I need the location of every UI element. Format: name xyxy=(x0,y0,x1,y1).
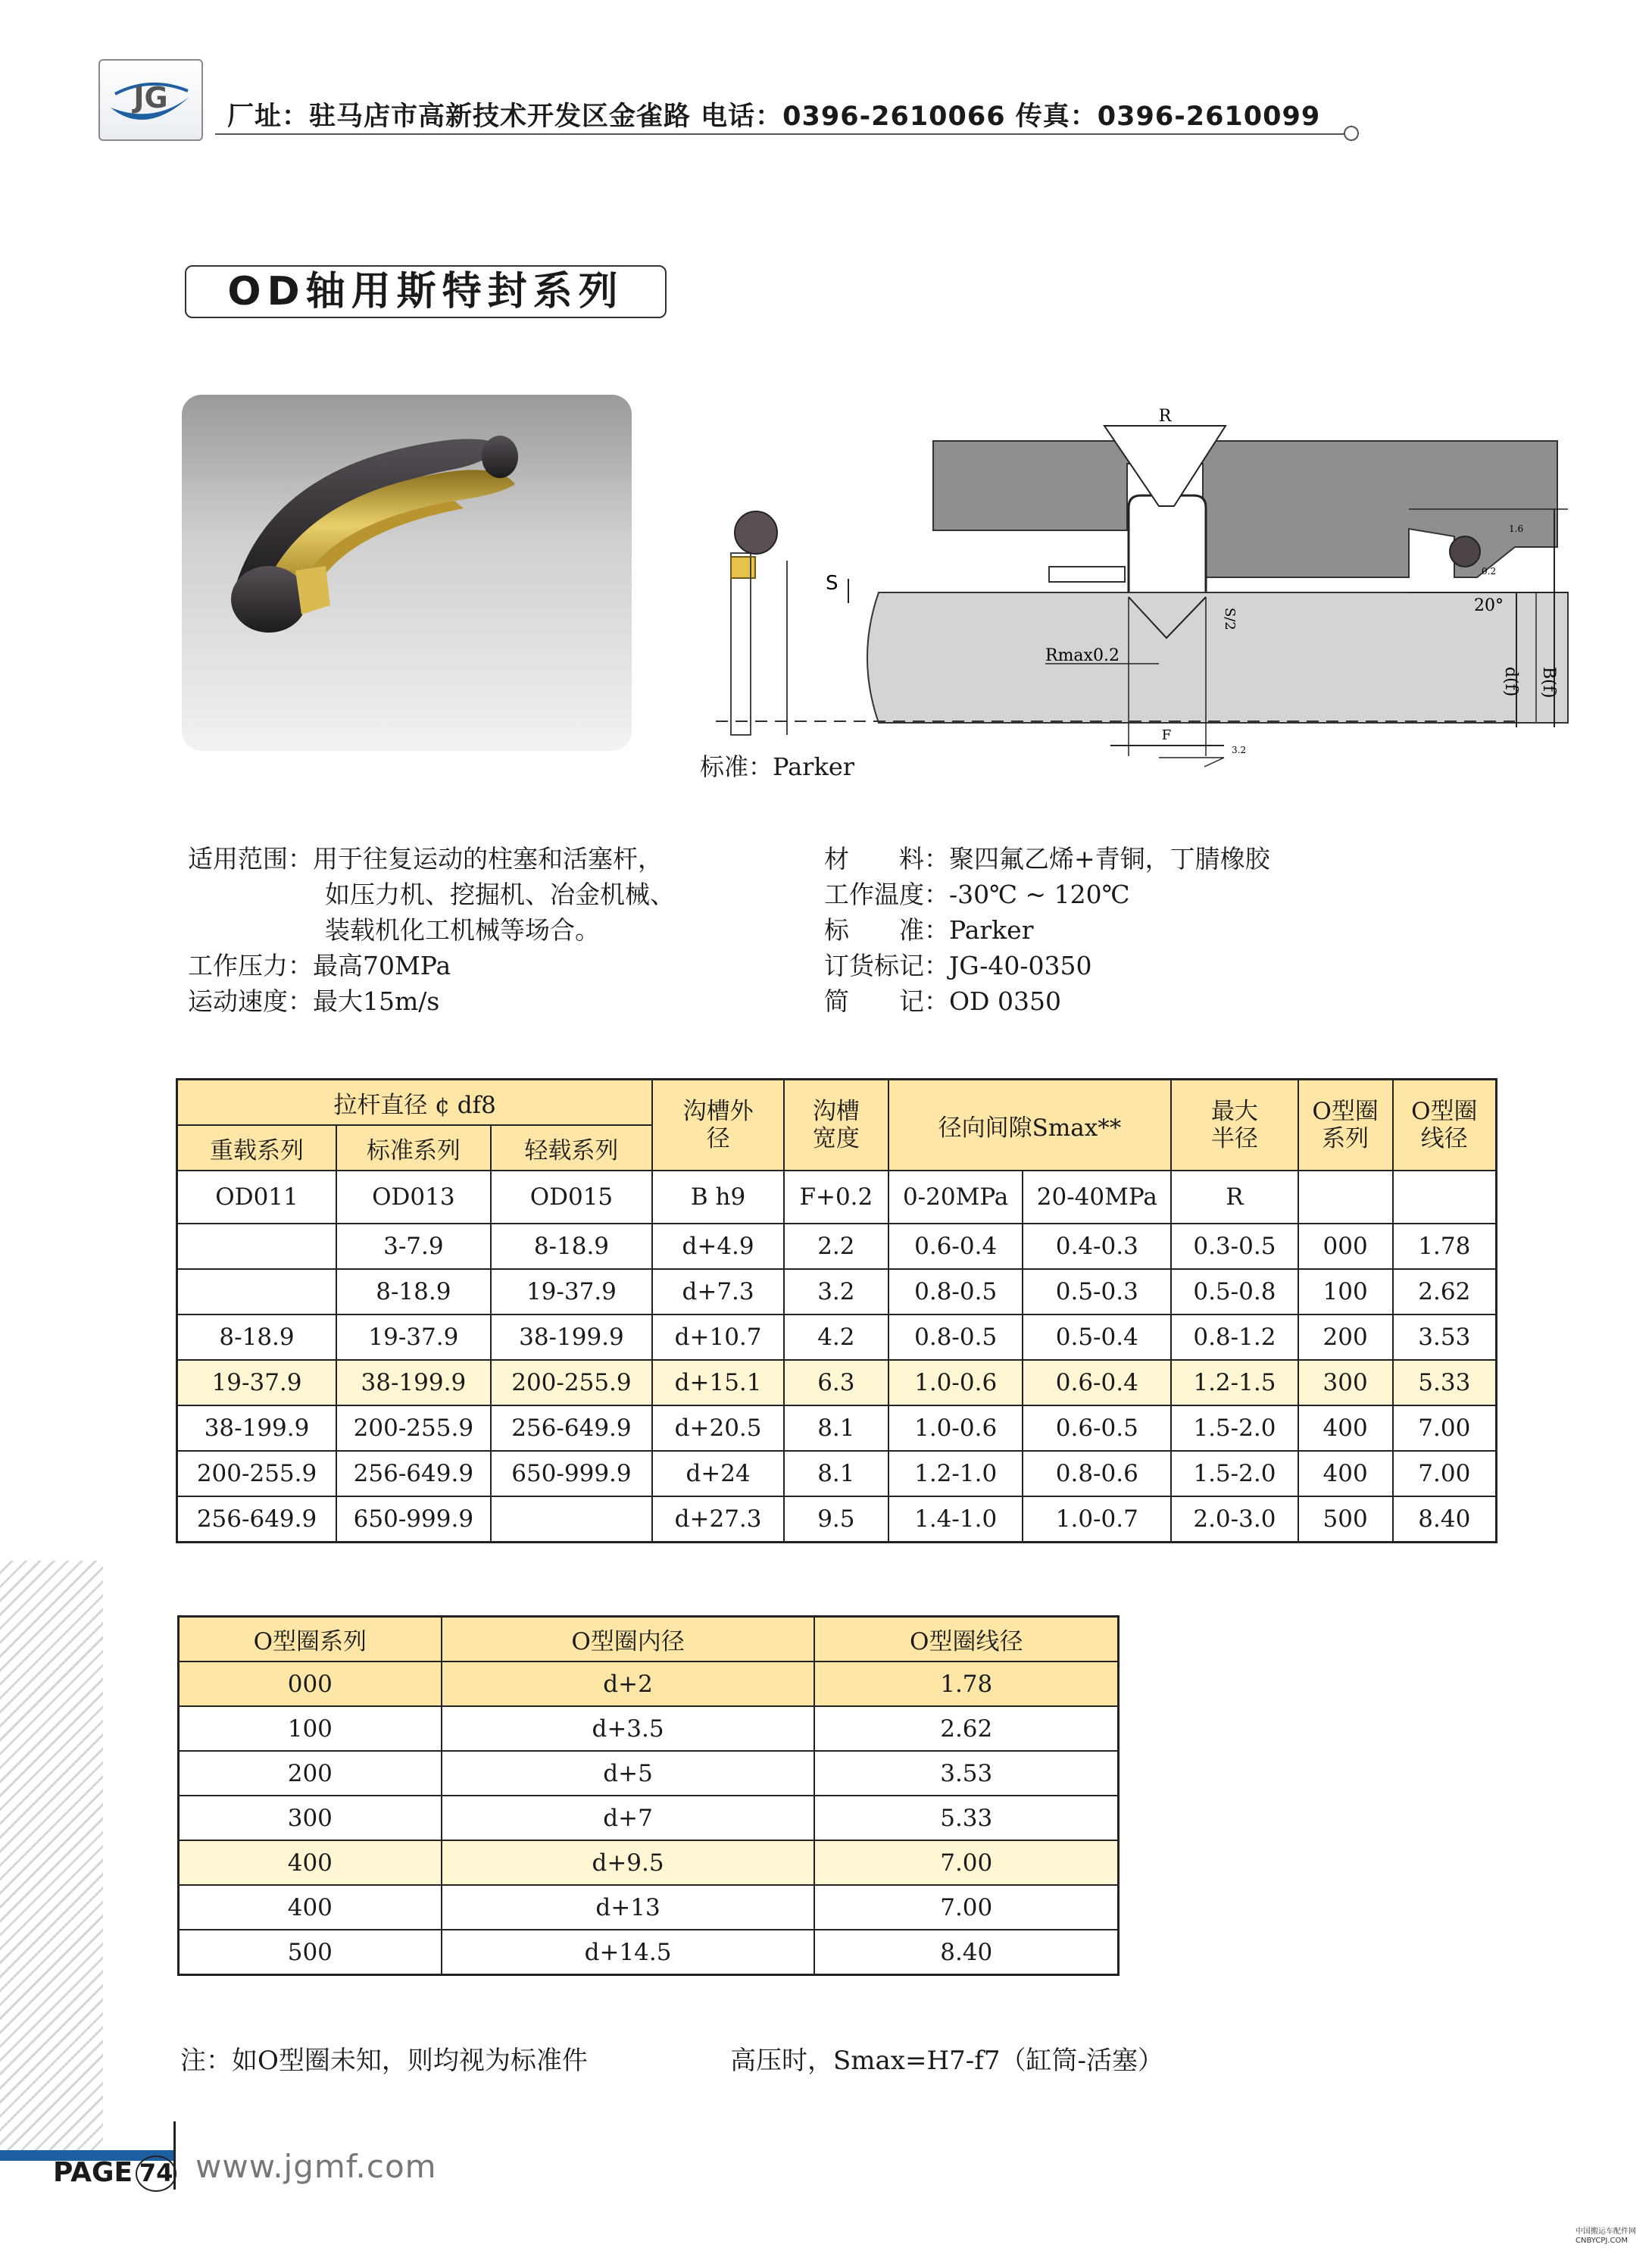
th-oring-series-2: O型圈系列 xyxy=(179,1617,442,1662)
table-cell: 200 xyxy=(179,1751,442,1796)
seal-profile-left xyxy=(731,553,751,735)
table-cell: OD015 xyxy=(491,1171,653,1224)
decorative-stripes xyxy=(0,1561,103,2152)
table-cell: d+27.3 xyxy=(652,1496,784,1543)
note-high-pressure: 高压时，Smax=H7-f7（缸筒-活塞） xyxy=(730,2046,1163,2076)
table-cell: 8.40 xyxy=(1393,1496,1497,1543)
th-oring-cs: O型圈线径 xyxy=(1393,1080,1497,1171)
table-cell: d+13 xyxy=(442,1885,815,1930)
table-cell: 0.5-0.8 xyxy=(1171,1269,1298,1314)
spec-speed: 最大15m/s xyxy=(313,986,440,1016)
table-cell xyxy=(1393,1171,1497,1224)
table-cell: 38-199.9 xyxy=(177,1405,337,1451)
table-row xyxy=(177,1360,1497,1405)
table-cell: 1.2-1.5 xyxy=(1171,1360,1298,1405)
table-cell: 8.1 xyxy=(784,1451,888,1496)
spec-right xyxy=(824,841,1270,1019)
table-cell: 1.2-1.0 xyxy=(888,1451,1023,1496)
table-cell: 6.3 xyxy=(784,1360,888,1405)
table-cell: 1.5-2.0 xyxy=(1171,1451,1298,1496)
table-cell: 3.2 xyxy=(784,1269,888,1314)
label-r: R xyxy=(1158,407,1172,426)
table-row xyxy=(179,1796,1119,1840)
label-rough2: 0.2 xyxy=(1482,566,1497,577)
table-cell: 3-7.9 xyxy=(336,1224,491,1269)
table-cell: 0.4-0.3 xyxy=(1023,1224,1171,1269)
table-row xyxy=(177,1224,1497,1269)
spec-material: 聚四氟乙烯+青铜，丁腈橡胶 xyxy=(949,844,1270,874)
table-cell: 200-255.9 xyxy=(177,1451,337,1496)
table-cell xyxy=(1298,1171,1393,1224)
spec-scope-line3: 装载机化工机械等场合。 xyxy=(325,915,600,945)
table-cell: 5.33 xyxy=(1393,1360,1497,1405)
seal-profile-bronze xyxy=(731,557,755,578)
table-cell: d+20.5 xyxy=(652,1405,784,1451)
table-row xyxy=(177,1269,1497,1314)
spec-pressure-label: 工作压力： xyxy=(188,951,313,980)
watermark-line1: 中国搬运车配件网 xyxy=(1575,2227,1636,2236)
table-cell: 0.5-0.4 xyxy=(1023,1314,1171,1360)
spec-pressure: 最高70MPa xyxy=(313,951,451,980)
table-cell: 256-649.9 xyxy=(177,1496,337,1543)
table-row xyxy=(179,1885,1119,1930)
table-cell: 19-37.9 xyxy=(491,1269,653,1314)
table-cell: 0.5-0.3 xyxy=(1023,1269,1171,1314)
spec-scope-line2: 如压力机、挖掘机、冶金机械、 xyxy=(325,880,675,909)
table-cell: 200-255.9 xyxy=(491,1360,653,1405)
table-cell: 000 xyxy=(179,1661,442,1706)
table-cell xyxy=(491,1496,653,1543)
spec-temp-label: 工作温度： xyxy=(824,880,949,909)
company-logo xyxy=(98,59,203,141)
table-cell: 1.0-0.6 xyxy=(888,1405,1023,1451)
th-groove-width: 沟槽宽度 xyxy=(784,1080,888,1171)
th-oring-id: O型圈内径 xyxy=(442,1617,815,1662)
table-cell xyxy=(177,1269,337,1314)
table-cell: 8-18.9 xyxy=(336,1269,491,1314)
table-cell: 500 xyxy=(1298,1496,1393,1543)
spec-left xyxy=(188,841,675,1019)
label-rough3: 3.2 xyxy=(1232,745,1247,755)
table-cell: 200-255.9 xyxy=(336,1405,491,1451)
table-cell: 3.53 xyxy=(814,1751,1118,1796)
page-prefix: PAGE xyxy=(53,2157,133,2188)
table-cell: 256-649.9 xyxy=(336,1451,491,1496)
spec-scope-label: 适用范围： xyxy=(188,844,313,874)
table-cell: OD011 xyxy=(177,1171,337,1224)
table-cell: 2.2 xyxy=(784,1224,888,1269)
logo-emblem-icon xyxy=(100,61,201,139)
table-cell: 8.1 xyxy=(784,1405,888,1451)
table-subheader-row xyxy=(177,1171,1497,1224)
table-cell: 7.00 xyxy=(814,1840,1118,1885)
standard-caption: 标准：Parker xyxy=(700,752,855,781)
table-cell: 1.5-2.0 xyxy=(1171,1405,1298,1451)
table-cell: 0.6-0.4 xyxy=(1023,1360,1171,1405)
table-cell: 2.0-3.0 xyxy=(1171,1496,1298,1543)
website-link[interactable]: www.jgmf.com xyxy=(195,2148,437,2185)
label-f: F xyxy=(1161,727,1172,743)
spec-scope-line1: 用于往复运动的柱塞和活塞杆， xyxy=(313,844,663,874)
table-cell: 400 xyxy=(1298,1451,1393,1496)
cross-section-diagram xyxy=(704,394,1583,773)
product-photo xyxy=(182,395,632,751)
table-cell: 19-37.9 xyxy=(336,1314,491,1360)
table-cell: 8-18.9 xyxy=(491,1224,653,1269)
table-cell: 7.00 xyxy=(1393,1405,1497,1451)
table-cell: d+2 xyxy=(442,1661,815,1706)
table-cell: 650-999.9 xyxy=(491,1451,653,1496)
page-title: OD轴用斯特封系列 xyxy=(185,265,667,318)
table-cell: 1.0-0.6 xyxy=(888,1360,1023,1405)
header-ring-icon xyxy=(1344,126,1359,141)
seal-profile-oring xyxy=(735,511,777,554)
table-cell: 0.8-0.5 xyxy=(888,1314,1023,1360)
table-cell: 100 xyxy=(179,1706,442,1751)
table-cell: 400 xyxy=(179,1885,442,1930)
table-cell: 300 xyxy=(179,1796,442,1840)
table-cell: d+14.5 xyxy=(442,1930,815,1975)
page-number: 74 xyxy=(136,2155,176,2192)
spec-standard: Parker xyxy=(949,915,1034,945)
table-cell: 3.53 xyxy=(1393,1314,1497,1360)
th-standard: 标准系列 xyxy=(336,1125,491,1171)
table-cell: 8-18.9 xyxy=(177,1314,337,1360)
th-rod-diameter: 拉杆直径 ¢ df8 xyxy=(177,1080,653,1126)
table-cell: 0-20MPa xyxy=(888,1171,1023,1224)
table-cell: 0.8-1.2 xyxy=(1171,1314,1298,1360)
th-oring-series: O型圈系列 xyxy=(1298,1080,1393,1171)
table-cell: OD013 xyxy=(336,1171,491,1224)
table-cell: 0.8-0.6 xyxy=(1023,1451,1171,1496)
table-cell: 200 xyxy=(1298,1314,1393,1360)
spec-material-label: 材 料： xyxy=(824,844,949,874)
table-cell: 400 xyxy=(179,1840,442,1885)
watermark-line2: CNBYCPJ.COM xyxy=(1575,2237,1628,2245)
watermark xyxy=(1575,2227,1636,2246)
th-heavy: 重载系列 xyxy=(177,1125,337,1171)
th-light: 轻载系列 xyxy=(491,1125,653,1171)
th-groove-od: 沟槽外径 xyxy=(652,1080,784,1171)
table-cell xyxy=(177,1224,337,1269)
oring-table xyxy=(177,1615,1120,1976)
table-cell: 0.6-0.4 xyxy=(888,1224,1023,1269)
page-indicator xyxy=(53,2155,176,2192)
table-cell: 5.33 xyxy=(814,1796,1118,1840)
table-cell: d+24 xyxy=(652,1451,784,1496)
table-row xyxy=(177,1405,1497,1451)
table-cell: 0.8-0.5 xyxy=(888,1269,1023,1314)
table-cell: d+9.5 xyxy=(442,1840,815,1885)
table-cell: d+10.7 xyxy=(652,1314,784,1360)
spec-temp: -30℃ ~ 120℃ xyxy=(949,880,1130,909)
table-cell: 19-37.9 xyxy=(177,1360,337,1405)
wiper-oring xyxy=(1450,536,1480,567)
table-cell: 7.00 xyxy=(814,1885,1118,1930)
note-standard-part: 注：如O型圈未知，则均视为标准件 xyxy=(180,2046,588,2076)
spec-speed-label: 运动速度： xyxy=(188,986,313,1016)
spec-short: OD 0350 xyxy=(949,986,1061,1016)
table-row xyxy=(179,1930,1119,1975)
label-s-half: S/2 xyxy=(1222,608,1238,630)
table-cell: 8.40 xyxy=(814,1930,1118,1975)
table-cell: B h9 xyxy=(652,1171,784,1224)
seal-groove xyxy=(1129,495,1206,597)
label-rough1: 1.6 xyxy=(1509,524,1524,534)
table-cell: 38-199.9 xyxy=(336,1360,491,1405)
table-cell: 2.62 xyxy=(814,1706,1118,1751)
table-cell: d+7.3 xyxy=(652,1269,784,1314)
table-cell: d+7 xyxy=(442,1796,815,1840)
dimension-table xyxy=(176,1078,1497,1543)
header-rule xyxy=(215,133,1351,135)
table-cell: 7.00 xyxy=(1393,1451,1497,1496)
table-cell: 300 xyxy=(1298,1360,1393,1405)
table-row xyxy=(179,1706,1119,1751)
header-address: 厂址：驻马店市高新技术开发区金雀路 电话：0396-2610066 传真：0396-2610099 xyxy=(227,102,1321,132)
spec-standard-label: 标 准： xyxy=(824,915,949,945)
table-cell: 0.3-0.5 xyxy=(1171,1224,1298,1269)
table-cell: 650-999.9 xyxy=(336,1496,491,1543)
table-row xyxy=(179,1840,1119,1885)
table-cell: 4.2 xyxy=(784,1314,888,1360)
table-cell: d+4.9 xyxy=(652,1224,784,1269)
table-cell: 20-40MPa xyxy=(1023,1171,1171,1224)
spec-order-label: 订货标记： xyxy=(824,951,949,980)
table-cell: 1.0-0.7 xyxy=(1023,1496,1171,1543)
table-cell: 1.78 xyxy=(1393,1224,1497,1269)
label-angle: 20° xyxy=(1474,596,1504,615)
table-row xyxy=(177,1314,1497,1360)
table-cell: R xyxy=(1171,1171,1298,1224)
table-row xyxy=(177,1496,1497,1543)
spec-short-label: 简 记： xyxy=(824,986,949,1016)
table-cell: 1.4-1.0 xyxy=(888,1496,1023,1543)
table-cell: d+3.5 xyxy=(442,1706,815,1751)
table-cell: 500 xyxy=(179,1930,442,1975)
th-radial-gap: 径向间隙Smax** xyxy=(888,1080,1171,1171)
table-cell: 256-649.9 xyxy=(491,1405,653,1451)
label-b: B(f) xyxy=(1539,667,1558,699)
table-cell: d+5 xyxy=(442,1751,815,1796)
table-cell: 400 xyxy=(1298,1405,1393,1451)
label-s: S xyxy=(826,572,838,595)
shaft xyxy=(867,592,1568,723)
label-rmax: Rmax0.2 xyxy=(1045,646,1120,665)
table-cell: F+0.2 xyxy=(784,1171,888,1224)
table-cell: 100 xyxy=(1298,1269,1393,1314)
th-max-radius: 最大半径 xyxy=(1171,1080,1298,1171)
table-cell: d+15.1 xyxy=(652,1360,784,1405)
spec-order: JG-40-0350 xyxy=(949,951,1092,980)
seal-render-icon xyxy=(182,395,632,751)
table-cell: 9.5 xyxy=(784,1496,888,1543)
table-row xyxy=(177,1451,1497,1496)
table-cell: 2.62 xyxy=(1393,1269,1497,1314)
table-cell: 1.78 xyxy=(814,1661,1118,1706)
logo-text: JG xyxy=(133,81,168,114)
table-cell: 38-199.9 xyxy=(491,1314,653,1360)
table-row xyxy=(179,1751,1119,1796)
table-cell: 0.6-0.5 xyxy=(1023,1405,1171,1451)
label-d: d(f) xyxy=(1501,667,1520,697)
th-oring-cs-2: O型圈线径 xyxy=(814,1617,1118,1662)
table-row xyxy=(179,1661,1119,1706)
table-cell: 000 xyxy=(1298,1224,1393,1269)
